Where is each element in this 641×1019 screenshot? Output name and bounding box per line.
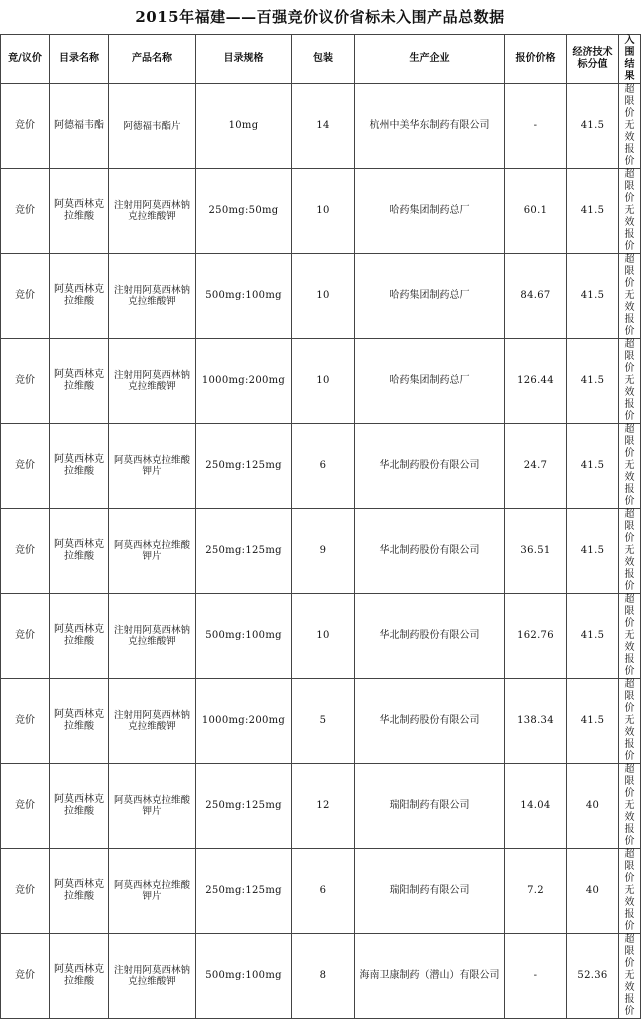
tech-score-cell: 41.5 <box>567 84 619 169</box>
bid-type-cell: 竞价 <box>1 509 50 594</box>
package-cell: 5 <box>292 679 355 764</box>
table-row <box>1 509 641 594</box>
quoted-price-cell: 162.76 <box>505 594 567 679</box>
table-row <box>1 169 641 254</box>
table-row <box>1 934 641 1019</box>
result-cell: 超限价无效报价 <box>619 509 641 594</box>
quoted-price-cell: 138.34 <box>505 679 567 764</box>
header-row <box>1 35 641 84</box>
manufacturer-cell: 海南卫康制药（潜山）有限公司 <box>355 934 505 1019</box>
manufacturer-cell: 瑞阳制药有限公司 <box>355 849 505 934</box>
product-name-cell: 注射用阿莫西林钠克拉维酸钾 <box>109 169 196 254</box>
table-row <box>1 764 641 849</box>
header-manufacturer: 生产企业 <box>355 35 505 84</box>
catalog-spec-cell: 1000mg:200mg <box>196 339 292 424</box>
quoted-price-cell: 36.51 <box>505 509 567 594</box>
catalog-name-cell: 阿莫西林克拉维酸 <box>50 679 109 764</box>
result-cell: 超限价无效报价 <box>619 934 641 1019</box>
bid-type-cell: 竞价 <box>1 424 50 509</box>
result-cell: 超限价无效报价 <box>619 679 641 764</box>
tech-score-cell: 41.5 <box>567 594 619 679</box>
bid-type-cell: 竞价 <box>1 594 50 679</box>
package-cell: 10 <box>292 254 355 339</box>
tech-score-cell: 40 <box>567 764 619 849</box>
product-name-cell: 注射用阿莫西林钠克拉维酸钾 <box>109 679 196 764</box>
catalog-spec-cell: 10mg <box>196 84 292 169</box>
manufacturer-cell: 华北制药股份有限公司 <box>355 594 505 679</box>
table-row <box>1 594 641 679</box>
package-cell: 6 <box>292 849 355 934</box>
tech-score-cell: 52.36 <box>567 934 619 1019</box>
product-name-cell: 注射用阿莫西林钠克拉维酸钾 <box>109 254 196 339</box>
header-quoted-price: 报价价格 <box>505 35 567 84</box>
catalog-name-cell: 阿莫西林克拉维酸 <box>50 764 109 849</box>
bid-type-cell: 竞价 <box>1 339 50 424</box>
quoted-price-cell: 7.2 <box>505 849 567 934</box>
result-cell: 超限价无效报价 <box>619 254 641 339</box>
catalog-name-cell: 阿莫西林克拉维酸 <box>50 849 109 934</box>
product-name-cell: 阿莫西林克拉维酸钾片 <box>109 764 196 849</box>
quoted-price-cell: 14.04 <box>505 764 567 849</box>
catalog-spec-cell: 250mg:125mg <box>196 424 292 509</box>
catalog-name-cell: 阿莫西林克拉维酸 <box>50 169 109 254</box>
manufacturer-cell: 哈药集团制药总厂 <box>355 254 505 339</box>
manufacturer-cell: 华北制药股份有限公司 <box>355 509 505 594</box>
catalog-name-cell: 阿莫西林克拉维酸 <box>50 339 109 424</box>
page-title: 2015年福建——百强竞价议价省标未入围产品总数据 <box>135 8 505 26</box>
header-bid-type: 竞/议价 <box>1 35 50 84</box>
package-cell: 12 <box>292 764 355 849</box>
product-name-cell: 阿莫西林克拉维酸钾片 <box>109 849 196 934</box>
quoted-price-cell: - <box>505 934 567 1019</box>
tech-score-cell: 41.5 <box>567 339 619 424</box>
result-cell: 超限价无效报价 <box>619 764 641 849</box>
catalog-spec-cell: 250mg:125mg <box>196 509 292 594</box>
manufacturer-cell: 华北制药股份有限公司 <box>355 424 505 509</box>
bid-type-cell: 竞价 <box>1 764 50 849</box>
catalog-name-cell: 阿莫西林克拉维酸 <box>50 509 109 594</box>
header-catalog-spec: 目录规格 <box>196 35 292 84</box>
catalog-spec-cell: 500mg:100mg <box>196 594 292 679</box>
catalog-name-cell: 阿莫西林克拉维酸 <box>50 934 109 1019</box>
result-cell: 超限价无效报价 <box>619 339 641 424</box>
package-cell: 6 <box>292 424 355 509</box>
catalog-spec-cell: 250mg:50mg <box>196 169 292 254</box>
manufacturer-cell: 瑞阳制药有限公司 <box>355 764 505 849</box>
tech-score-cell: 41.5 <box>567 169 619 254</box>
manufacturer-cell: 哈药集团制药总厂 <box>355 169 505 254</box>
header-package: 包装 <box>292 35 355 84</box>
table-row <box>1 84 641 169</box>
catalog-spec-cell: 500mg:100mg <box>196 254 292 339</box>
manufacturer-cell: 杭州中美华东制药有限公司 <box>355 84 505 169</box>
header-catalog-name: 目录名称 <box>50 35 109 84</box>
quoted-price-cell: 126.44 <box>505 339 567 424</box>
header-tech-score: 经济技术标分值 <box>567 35 619 84</box>
bid-type-cell: 竞价 <box>1 169 50 254</box>
tech-score-cell: 41.5 <box>567 254 619 339</box>
bid-type-cell: 竞价 <box>1 934 50 1019</box>
quoted-price-cell: 60.1 <box>505 169 567 254</box>
product-name-cell: 注射用阿莫西林钠克拉维酸钾 <box>109 594 196 679</box>
quoted-price-cell: - <box>505 84 567 169</box>
catalog-name-cell: 阿德福韦酯 <box>50 84 109 169</box>
package-cell: 10 <box>292 594 355 679</box>
catalog-spec-cell: 250mg:125mg <box>196 849 292 934</box>
result-cell: 超限价无效报价 <box>619 594 641 679</box>
tech-score-cell: 41.5 <box>567 424 619 509</box>
package-cell: 10 <box>292 169 355 254</box>
bid-type-cell: 竞价 <box>1 679 50 764</box>
tech-score-cell: 40 <box>567 849 619 934</box>
table-row <box>1 424 641 509</box>
result-cell: 超限价无效报价 <box>619 849 641 934</box>
product-name-cell: 阿莫西林克拉维酸钾片 <box>109 509 196 594</box>
package-cell: 8 <box>292 934 355 1019</box>
result-cell: 超限价无效报价 <box>619 169 641 254</box>
tech-score-cell: 41.5 <box>567 509 619 594</box>
result-cell: 超限价无效报价 <box>619 424 641 509</box>
quoted-price-cell: 84.67 <box>505 254 567 339</box>
product-name-cell: 阿德福韦酯片 <box>109 84 196 169</box>
package-cell: 14 <box>292 84 355 169</box>
table-row <box>1 849 641 934</box>
catalog-spec-cell: 1000mg:200mg <box>196 679 292 764</box>
result-cell: 超限价无效报价 <box>619 84 641 169</box>
manufacturer-cell: 华北制药股份有限公司 <box>355 679 505 764</box>
catalog-name-cell: 阿莫西林克拉维酸 <box>50 594 109 679</box>
bid-type-cell: 竞价 <box>1 84 50 169</box>
table-row <box>1 679 641 764</box>
product-name-cell: 注射用阿莫西林钠克拉维酸钾 <box>109 339 196 424</box>
data-table <box>0 34 641 1019</box>
table-row <box>1 254 641 339</box>
catalog-spec-cell: 500mg:100mg <box>196 934 292 1019</box>
package-cell: 10 <box>292 339 355 424</box>
quoted-price-cell: 24.7 <box>505 424 567 509</box>
catalog-spec-cell: 250mg:125mg <box>196 764 292 849</box>
header-product-name: 产品名称 <box>109 35 196 84</box>
header-result: 入围结果 <box>619 35 641 84</box>
catalog-name-cell: 阿莫西林克拉维酸 <box>50 424 109 509</box>
package-cell: 9 <box>292 509 355 594</box>
catalog-name-cell: 阿莫西林克拉维酸 <box>50 254 109 339</box>
table-row <box>1 339 641 424</box>
bid-type-cell: 竞价 <box>1 849 50 934</box>
tech-score-cell: 41.5 <box>567 679 619 764</box>
product-name-cell: 阿莫西林克拉维酸钾片 <box>109 424 196 509</box>
bid-type-cell: 竞价 <box>1 254 50 339</box>
product-name-cell: 注射用阿莫西林钠克拉维酸钾 <box>109 934 196 1019</box>
manufacturer-cell: 哈药集团制药总厂 <box>355 339 505 424</box>
